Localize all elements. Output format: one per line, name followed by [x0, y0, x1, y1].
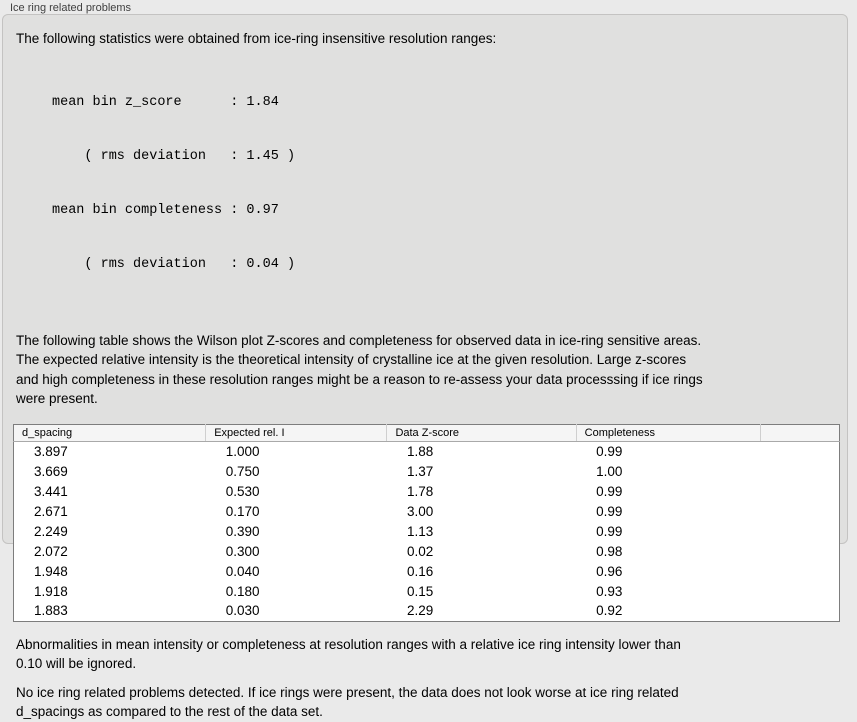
footnote-ignore [16, 635, 839, 674]
table-cell: 2.671 [34, 503, 68, 519]
ice-ring-table-body [14, 441, 840, 621]
table-cell: 1.918 [34, 583, 68, 599]
table-cell: 0.180 [225, 583, 260, 599]
table-row[interactable] [14, 601, 840, 621]
table-cell [760, 601, 839, 621]
table-cell: 1.78 [406, 483, 434, 499]
table-cell: 0.99 [596, 443, 623, 459]
table-row[interactable] [14, 461, 840, 481]
table-row[interactable] [14, 541, 840, 561]
stats-line: mean bin completeness : 0.97 [52, 202, 279, 218]
column-header-empty[interactable] [760, 424, 839, 441]
table-cell: 0.02 [406, 543, 434, 559]
table-cell: 2.072 [34, 543, 68, 559]
stats-line: ( rms deviation : 1.45 ) [52, 148, 296, 164]
footnote-line: Abnormalities in mean intensity or completeness at resolution ranges with a relative ice ring intensity lower than [16, 636, 681, 652]
table-cell: 0.96 [596, 563, 623, 579]
table-cell [760, 561, 839, 581]
table-cell: 0.93 [596, 583, 623, 599]
footnote-result [16, 683, 839, 722]
description-line: were present. [16, 391, 98, 406]
table-row[interactable] [14, 501, 840, 521]
group-box [2, 14, 848, 719]
table-cell: 0.16 [406, 563, 434, 579]
table-cell [760, 521, 839, 541]
table-row[interactable] [14, 481, 840, 501]
description-line: The following table shows the Wilson plot Z-scores and completeness for observed data in ice-ring sensitive areas. [16, 332, 702, 348]
intro-text: The following statistics were obtained from ice-ring insensitive resolution ranges: [16, 31, 497, 46]
table-cell: 2.29 [406, 603, 434, 619]
table-cell: 0.15 [406, 583, 434, 599]
table-cell: 1.13 [406, 523, 434, 539]
table-cell: 3.00 [406, 503, 434, 519]
table-cell: 0.040 [225, 563, 260, 579]
column-header-expected-rel-i[interactable]: Expected rel. I [206, 424, 387, 441]
table-cell: 1.883 [34, 603, 68, 619]
table-cell: 0.99 [596, 503, 623, 519]
table-cell: 0.300 [225, 543, 260, 559]
table-row[interactable] [14, 441, 840, 461]
table-row[interactable] [14, 581, 840, 601]
description-line: The expected relative intensity is the theoretical intensity of crystalline ice at the given resolution. Large z-scores [16, 352, 687, 367]
stats-block [52, 58, 839, 310]
table-cell: 0.92 [596, 603, 623, 619]
table-cell [760, 581, 839, 601]
table-cell: 3.669 [34, 463, 68, 479]
table-cell: 3.441 [34, 483, 68, 499]
footnote-line: d_spacings as compared to the rest of the data set. [16, 704, 323, 719]
stats-line: ( rms deviation : 0.04 ) [52, 256, 296, 272]
table-cell: 0.390 [225, 523, 260, 539]
table-cell [760, 481, 839, 501]
table-cell: 1.88 [406, 443, 434, 459]
table-row[interactable] [14, 561, 840, 581]
table-cell: 0.170 [225, 503, 260, 519]
description-line: and high completeness in these resolution ranges might be a reason to re-assess your data processsing if ice rings [16, 371, 703, 387]
group-box-label: Ice ring related problems [10, 2, 132, 14]
table-cell: 2.249 [34, 523, 68, 539]
table-cell: 0.98 [596, 543, 623, 559]
column-header-completeness[interactable]: Completeness [576, 424, 760, 441]
footnote-line: No ice ring related problems detected. If ice rings were present, the data does not look worse at ice ring related [16, 684, 679, 700]
table-cell: 0.530 [225, 483, 260, 499]
table-cell: 1.37 [406, 463, 434, 479]
table-cell [760, 441, 839, 461]
table-cell: 0.99 [596, 523, 623, 539]
ice-ring-table-header [14, 424, 840, 441]
table-cell [760, 461, 839, 481]
table-cell: 1.948 [34, 563, 68, 579]
column-header-data-z-score[interactable]: Data Z-score [387, 424, 576, 441]
table-row[interactable] [14, 521, 840, 541]
group-box-content [3, 15, 847, 722]
footnote-line: 0.10 will be ignored. [16, 656, 137, 671]
stats-line: mean bin z_score : 1.84 [52, 94, 279, 110]
table-cell: 3.897 [34, 443, 68, 459]
table-cell: 1.00 [596, 463, 623, 479]
ice-ring-table[interactable] [13, 424, 840, 622]
column-header-d-spacing[interactable]: d_spacing [14, 424, 206, 441]
description-text [16, 331, 839, 409]
table-cell [760, 541, 839, 561]
table-cell: 0.99 [596, 483, 623, 499]
table-cell: 0.750 [225, 463, 260, 479]
table-cell: 0.030 [225, 603, 260, 619]
table-cell [760, 501, 839, 521]
table-cell: 1.000 [225, 443, 260, 459]
